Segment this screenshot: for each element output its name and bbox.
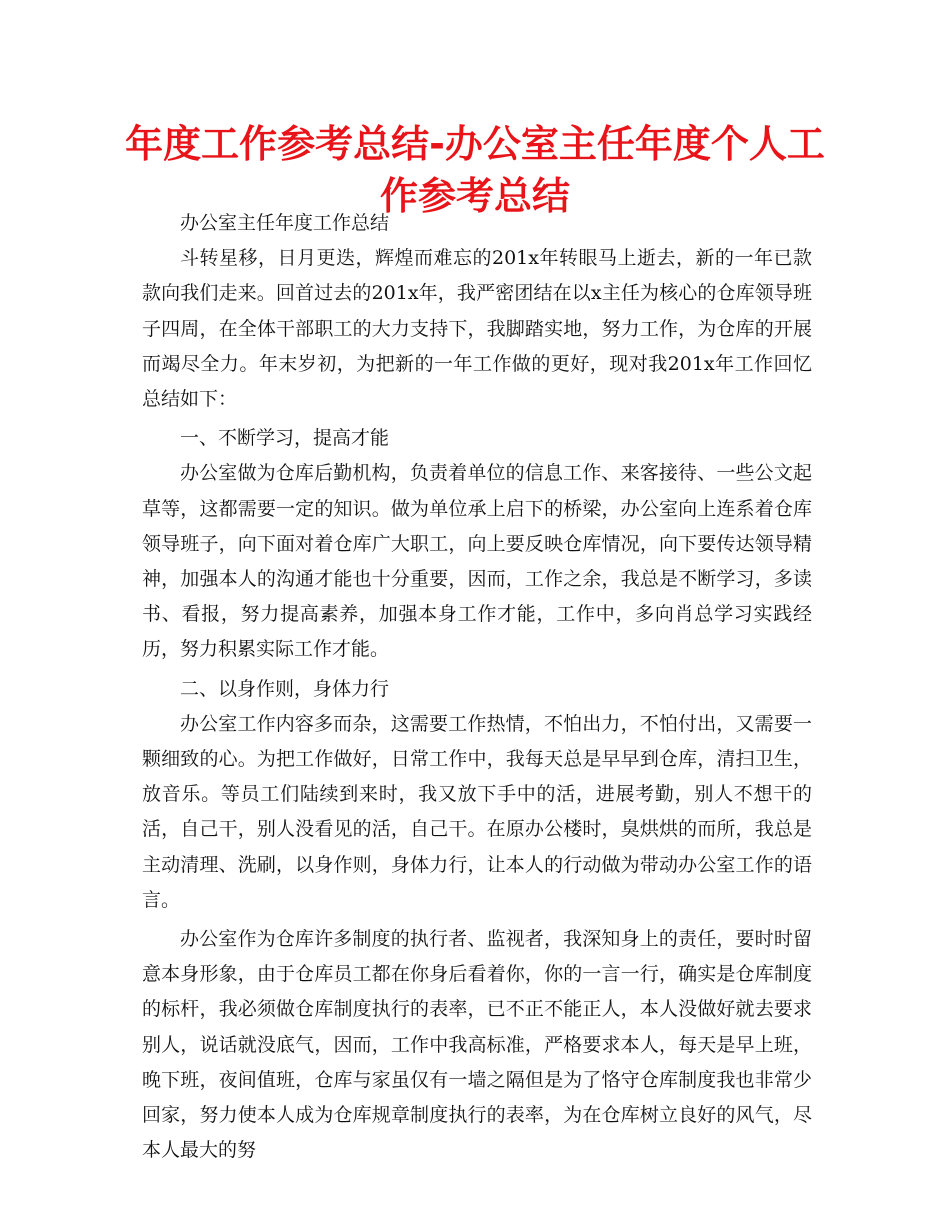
paragraph-example: 办公室工作内容多而杂，这需要工作热情，不怕出力，不怕付出，又需要一颗细致的心。为把工作做好，日常工作中，我每天总是早早到仓库，清扫卫生，放音乐。等员工们陆续到来时，我又放下手中的活，进展考勤，别人不想干的活，自己干，别人没看见的活，自己干。在原办公楼时，臭烘烘的而所，我总是主动清理、洗刷，以身作则，身体力行，让本人的行动做为带动办公室工作的语言。 <box>142 712 812 911</box>
paragraph-rules: 办公室作为仓库许多制度的执行者、监视者，我深知身上的责任，要时时留意本身形象，由于仓库员工都在你身后看着你，你的一言一行，确实是仓库制度的标杆，我必须做仓库制度执行的表率，已不正不能正人，本人没做好就去要求别人，说话就没底气，因而，工作中我高标准，严格要求本人，每天是早上班，晚下班，夜间值班，仓库与家虽仅有一墙之隔但是为了恪守仓库制度我也非常少回家，努力使本人成为仓库规章制度执行的表率，为在仓库树立良好的风气，尽本人最大的努 <box>142 928 812 1162</box>
section-heading-learning: 一、不断学习，提高才能 <box>180 427 390 450</box>
document-title: 年度工作参考总结-办公室主任年度个人工作参考总结 <box>125 122 825 218</box>
section-heading-summary: 办公室主任年度工作总结 <box>180 212 390 234</box>
document-body <box>142 206 812 1168</box>
paragraph-intro: 斗转星移，日月更迭，辉煌而难忘的201x年转眼马上逝去，新的一年已款款向我们走来。回首过去的201x年，我严密团结在以x主任为核心的仓库领导班子四周，在全体干部职工的大力支持下，我脚踏实地，努力工作，为仓库的开展而竭尽全力。年末岁初，为把新的一年工作做的更好，现对我201x年工作回忆总结如下： <box>142 247 812 411</box>
section-heading-example: 二、以身作则，身体力行 <box>180 677 390 700</box>
paragraph-learning: 办公室做为仓库后勤机构，负责着单位的信息工作、来客接待、一些公文起草等，这都需要一定的知识。做为单位承上启下的桥梁，办公室向上连系着仓库领导班子，向下面对着仓库广大职工，向上要反映仓库情况，向下要传达领导精神，加强本人的沟通才能也十分重要，因而，工作之余，我总是不断学习，多读书、看报，努力提高素养，加强本身工作才能，工作中，多向肖总学习实践经历，努力积累实际工作才能。 <box>142 462 812 661</box>
